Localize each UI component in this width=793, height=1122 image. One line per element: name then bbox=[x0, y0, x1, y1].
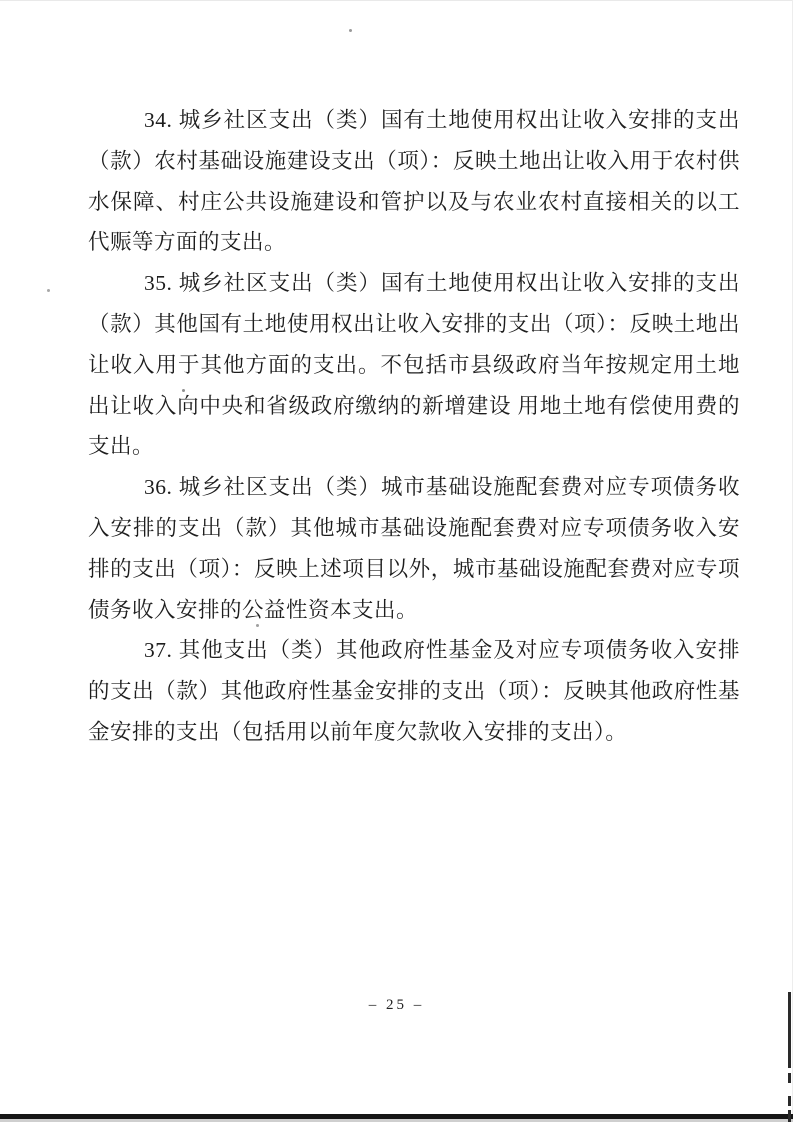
page-number: – 25 – bbox=[368, 997, 425, 1013]
scan-edge-right-segment bbox=[788, 1110, 791, 1122]
paragraph-34: 34. 城乡社区支出（类）国有土地使用权出让收入安排的支出（款）农村基础设施建设支出（项）：反映土地出让收入用于农村供水保障、村庄公共设施建设和管护以及与农业农村直接相关的以工代赈等方面的支出。 bbox=[88, 108, 740, 255]
scan-artifact-dot bbox=[256, 624, 259, 627]
scan-artifact-dot bbox=[47, 289, 50, 292]
scan-edge-top bbox=[0, 0, 793, 1]
scan-edge-right-segment bbox=[788, 1096, 791, 1106]
scan-edge-right-segment bbox=[788, 1073, 791, 1083]
scan-edge-right-segment bbox=[788, 992, 791, 1068]
scan-artifact-dot bbox=[182, 389, 185, 392]
paragraph-35: 35. 城乡社区支出（类）国有土地使用权出让收入安排的支出（款）其他国有土地使用权出让收入安排的支出（项）：反映土地出让收入用于其他方面的支出。不包括市县级政府当年按规定用土地出让收入向中央和省级政府缴纳的新增建设 用地土地有偿使用费的支出。 bbox=[88, 271, 740, 459]
scan-artifact-dot bbox=[349, 29, 352, 32]
paragraph-36: 36. 城乡社区支出（类）城市基础设施配套费对应专项债务收入安排的支出（款）其他城市基础设施配套费对应专项债务收入安排的支出（项）：反映上述项目以外，城市基础设施配套费对应专项债务收入安排的公益性资本支出。 bbox=[88, 475, 740, 622]
page-body-text bbox=[88, 100, 740, 753]
paragraph-37: 37. 其他支出（类）其他政府性基金及对应专项债务收入安排的支出（款）其他政府性基金安排的支出（项）：反映其他政府性基金安排的支出（包括用以前年度欠款收入安排的支出）。 bbox=[88, 638, 740, 744]
page-footer bbox=[0, 996, 793, 1014]
